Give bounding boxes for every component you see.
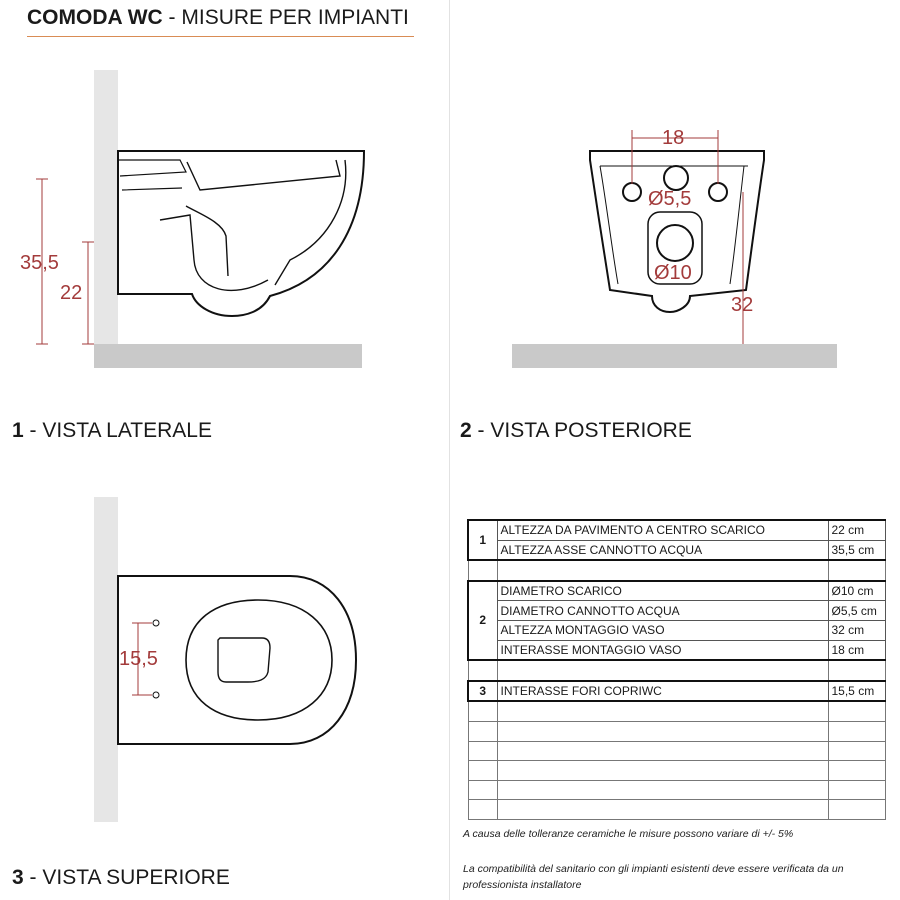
dim-height-water: 35,5	[20, 252, 59, 274]
dim-mount-height: 32	[731, 294, 754, 316]
row-value: Ø5,5 cm	[828, 601, 885, 621]
table-row-empty	[468, 721, 885, 741]
row-desc: ALTEZZA ASSE CANNOTTO ACQUA	[497, 540, 828, 560]
seat-hole-top	[153, 620, 159, 626]
group-number: 3	[468, 681, 497, 702]
dim-mount-spacing: 18	[662, 127, 685, 149]
table-row	[468, 581, 885, 601]
row-desc: ALTEZZA MONTAGGIO VASO	[497, 620, 828, 640]
group-number: 1	[468, 520, 497, 560]
seat-hole-bottom	[153, 692, 159, 698]
table-row-empty	[468, 560, 885, 581]
table-row-empty	[468, 660, 885, 681]
row-desc: ALTEZZA DA PAVIMENTO A CENTRO SCARICO	[497, 520, 828, 540]
row-value: 15,5 cm	[828, 681, 885, 702]
table-row-empty	[468, 761, 885, 781]
dim-seat-holes: 15,5	[119, 648, 158, 670]
row-value: 32 cm	[828, 620, 885, 640]
wall	[94, 497, 118, 822]
row-value: 18 cm	[828, 640, 885, 660]
row-value: 22 cm	[828, 520, 885, 540]
dim-water-diameter: Ø5,5	[648, 188, 692, 210]
table-row	[468, 601, 885, 621]
table-row-empty	[468, 800, 885, 820]
spec-table	[467, 519, 886, 820]
table-row	[468, 681, 885, 702]
page-title: COMODA WC - MISURE PER IMPIANTI	[27, 6, 409, 29]
row-desc: DIAMETRO CANNOTTO ACQUA	[497, 601, 828, 621]
group-number: 2	[468, 581, 497, 660]
dim-drain-diameter: Ø10	[654, 262, 692, 284]
note-compatibility: La compatibilità del sanitario con gli impianti esistenti deve essere verificata da un professionista installatore	[463, 863, 844, 891]
row-value: Ø10 cm	[828, 581, 885, 601]
row-desc: INTERASSE MONTAGGIO VASO	[497, 640, 828, 660]
table-row-empty	[468, 701, 885, 721]
view-label-rear: 2 - VISTA POSTERIORE	[460, 419, 692, 442]
table-row	[468, 540, 885, 560]
view-label-side: 1 - VISTA LATERALE	[12, 419, 212, 442]
table-row-empty	[468, 780, 885, 800]
table-row-empty	[468, 741, 885, 761]
note-tolerance: A causa delle tolleranze ceramiche le misure possono variare di +/- 5%	[463, 828, 794, 840]
dim-height-drain: 22	[60, 282, 83, 304]
row-desc: INTERASSE FORI COPRIWC	[497, 681, 828, 702]
row-value: 35,5 cm	[828, 540, 885, 560]
table-row	[468, 640, 885, 660]
row-desc: DIAMETRO SCARICO	[497, 581, 828, 601]
view-label-top: 3 - VISTA SUPERIORE	[12, 866, 230, 889]
table-row	[468, 620, 885, 640]
table-row	[468, 520, 885, 540]
